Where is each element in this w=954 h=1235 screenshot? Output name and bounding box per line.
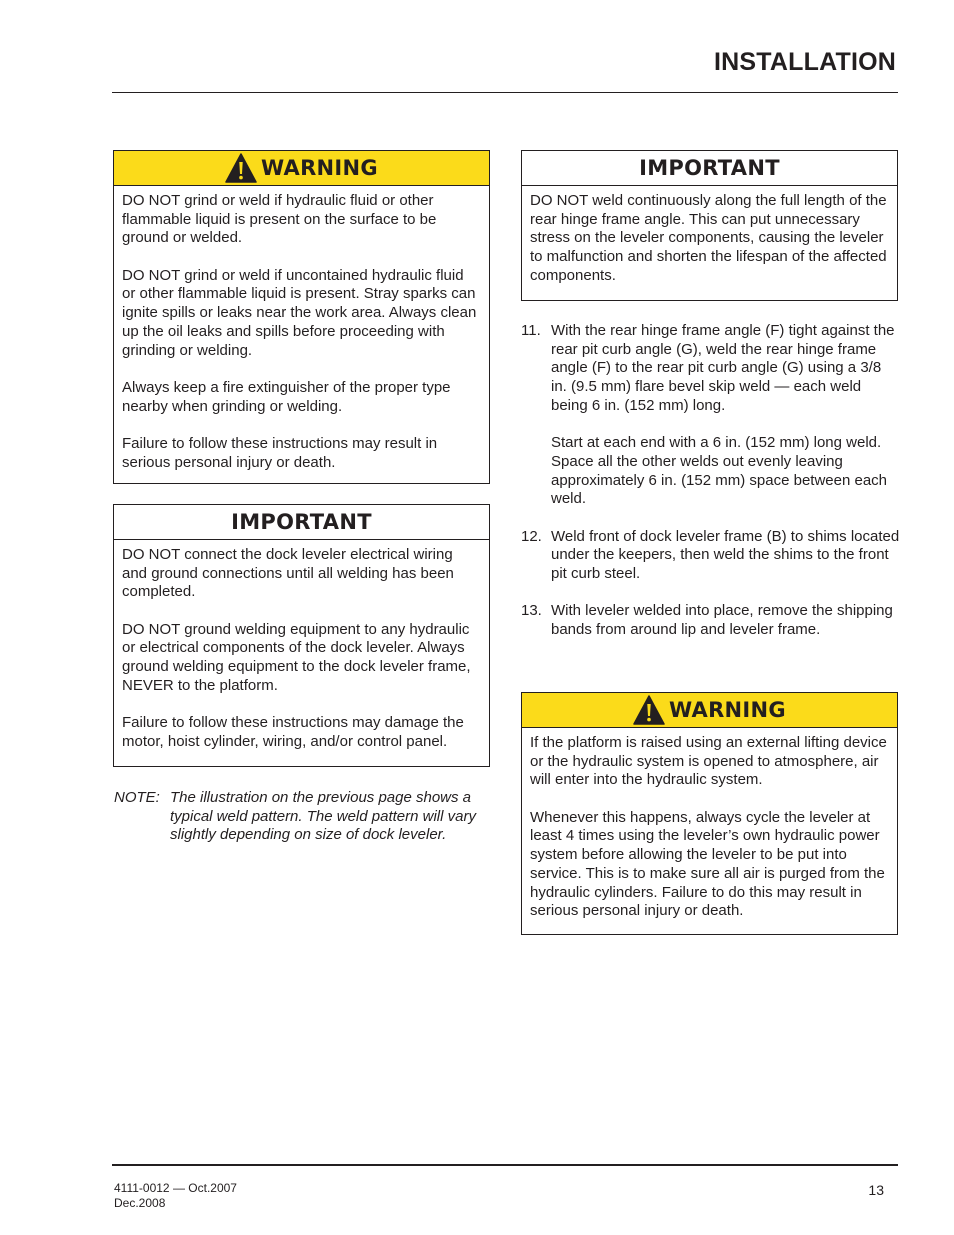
important-paragraph: DO NOT ground welding equipment to any hydraulic or electrical components of the dock leveler. Always ground welding equipment to the dock leveler frame, NEVER to the platform. [122, 620, 471, 694]
step-body [551, 322, 901, 509]
important-body [114, 540, 489, 752]
warning-body [114, 186, 489, 472]
important-box-left [113, 504, 490, 767]
page-number: 13 [868, 1182, 884, 1198]
header-divider [112, 92, 898, 93]
important-body [522, 186, 897, 286]
warning-paragraph: DO NOT grind or weld if hydraulic fluid or other flammable liquid is present on the surface to be ground or welded. [122, 192, 437, 247]
step-body [551, 528, 901, 584]
step-paragraph: Weld front of dock leveler frame (B) to shims located under the keepers, then weld the shims to the front pit curb steel. [551, 527, 900, 582]
important-heading: IMPORTANT [231, 510, 372, 534]
warning-paragraph: If the platform is raised using an external lifting device or the hydraulic system is opened to atmosphere, air will enter into the hydraulic system. [530, 734, 887, 789]
step-paragraph: With the rear hinge frame angle (F) tight against the rear pit curb angle (G), weld the rear hinge frame angle (F) to the rear pit curb angle (G) using a 3/8 in. (9.5 mm) flare bevel skip weld — each weld being 6 in. (152 mm) long. [551, 322, 895, 414]
step-number: 12. [521, 527, 542, 545]
installation-steps [521, 322, 901, 658]
warning-paragraph: Always keep a fire extinguisher of the proper type nearby when grinding or welding. [122, 378, 451, 415]
footer-divider [112, 1164, 898, 1166]
revision-date: Dec.2008 [114, 1196, 166, 1210]
warning-box-left [113, 150, 490, 484]
important-paragraph: DO NOT connect the dock leveler electrical wiring and ground connections until all welding has been completed. [122, 546, 454, 601]
important-header [114, 505, 489, 540]
important-box-right [521, 150, 898, 301]
warning-header [522, 693, 897, 728]
step-12 [521, 528, 901, 584]
doc-number: 4111-0012 — Oct.2007 [114, 1181, 237, 1195]
warning-body [522, 728, 897, 921]
important-paragraph: DO NOT weld continuously along the full length of the rear hinge frame angle. This can put unnecessary stress on the leveler components, causing the leveler to malfunction and shorten the lifespan of the affected components. [530, 192, 887, 284]
footer-doc-info [114, 1181, 237, 1211]
step-number: 13. [521, 602, 542, 620]
step-paragraph: Start at each end with a 6 in. (152 mm) long weld. Space all the other welds out evenly leaving approximately 6 in. (152 mm) space between each weld. [551, 434, 888, 508]
warning-paragraph: Whenever this happens, always cycle the leveler at least 4 times using the leveler’s own hydraulic power system before allowing the leveler to be put into service. This is to make sure all air is purged from the hydraulic cylinders. Failure to do this may result in serious personal injury or death. [530, 808, 885, 920]
warning-header [114, 151, 489, 186]
important-heading: IMPORTANT [639, 156, 780, 180]
warning-paragraph: DO NOT grind or weld if uncontained hydraulic fluid or other flammable liquid is present. Stray sparks can ignite spills or leaks near the work area. Always clean up the oil leaks and spills before proceeding with grinding or welding. [122, 266, 477, 359]
step-body [551, 602, 901, 639]
note-label: NOTE: [114, 789, 160, 806]
important-header [522, 151, 897, 186]
step-11 [521, 322, 901, 509]
page-title: INSTALLATION [713, 48, 896, 76]
step-paragraph: With leveler welded into place, remove the shipping bands from around lip and leveler frame. [551, 602, 893, 638]
step-13 [521, 602, 901, 639]
warning-paragraph: Failure to follow these instructions may result in serious personal injury or death. [122, 434, 438, 471]
warning-heading: WARNING [261, 156, 378, 180]
warning-box-right [521, 692, 898, 935]
step-number: 11. [521, 322, 541, 339]
warning-heading: WARNING [669, 698, 786, 722]
warning-triangle-icon [633, 695, 665, 725]
note-text: The illustration on the previous page shows a typical weld pattern. The weld pattern will vary slightly depending on size of dock leveler. [170, 789, 476, 844]
important-paragraph: Failure to follow these instructions may damage the motor, hoist cylinder, wiring, and/or control panel. [122, 714, 464, 750]
warning-triangle-icon [225, 153, 257, 183]
note [114, 789, 494, 845]
